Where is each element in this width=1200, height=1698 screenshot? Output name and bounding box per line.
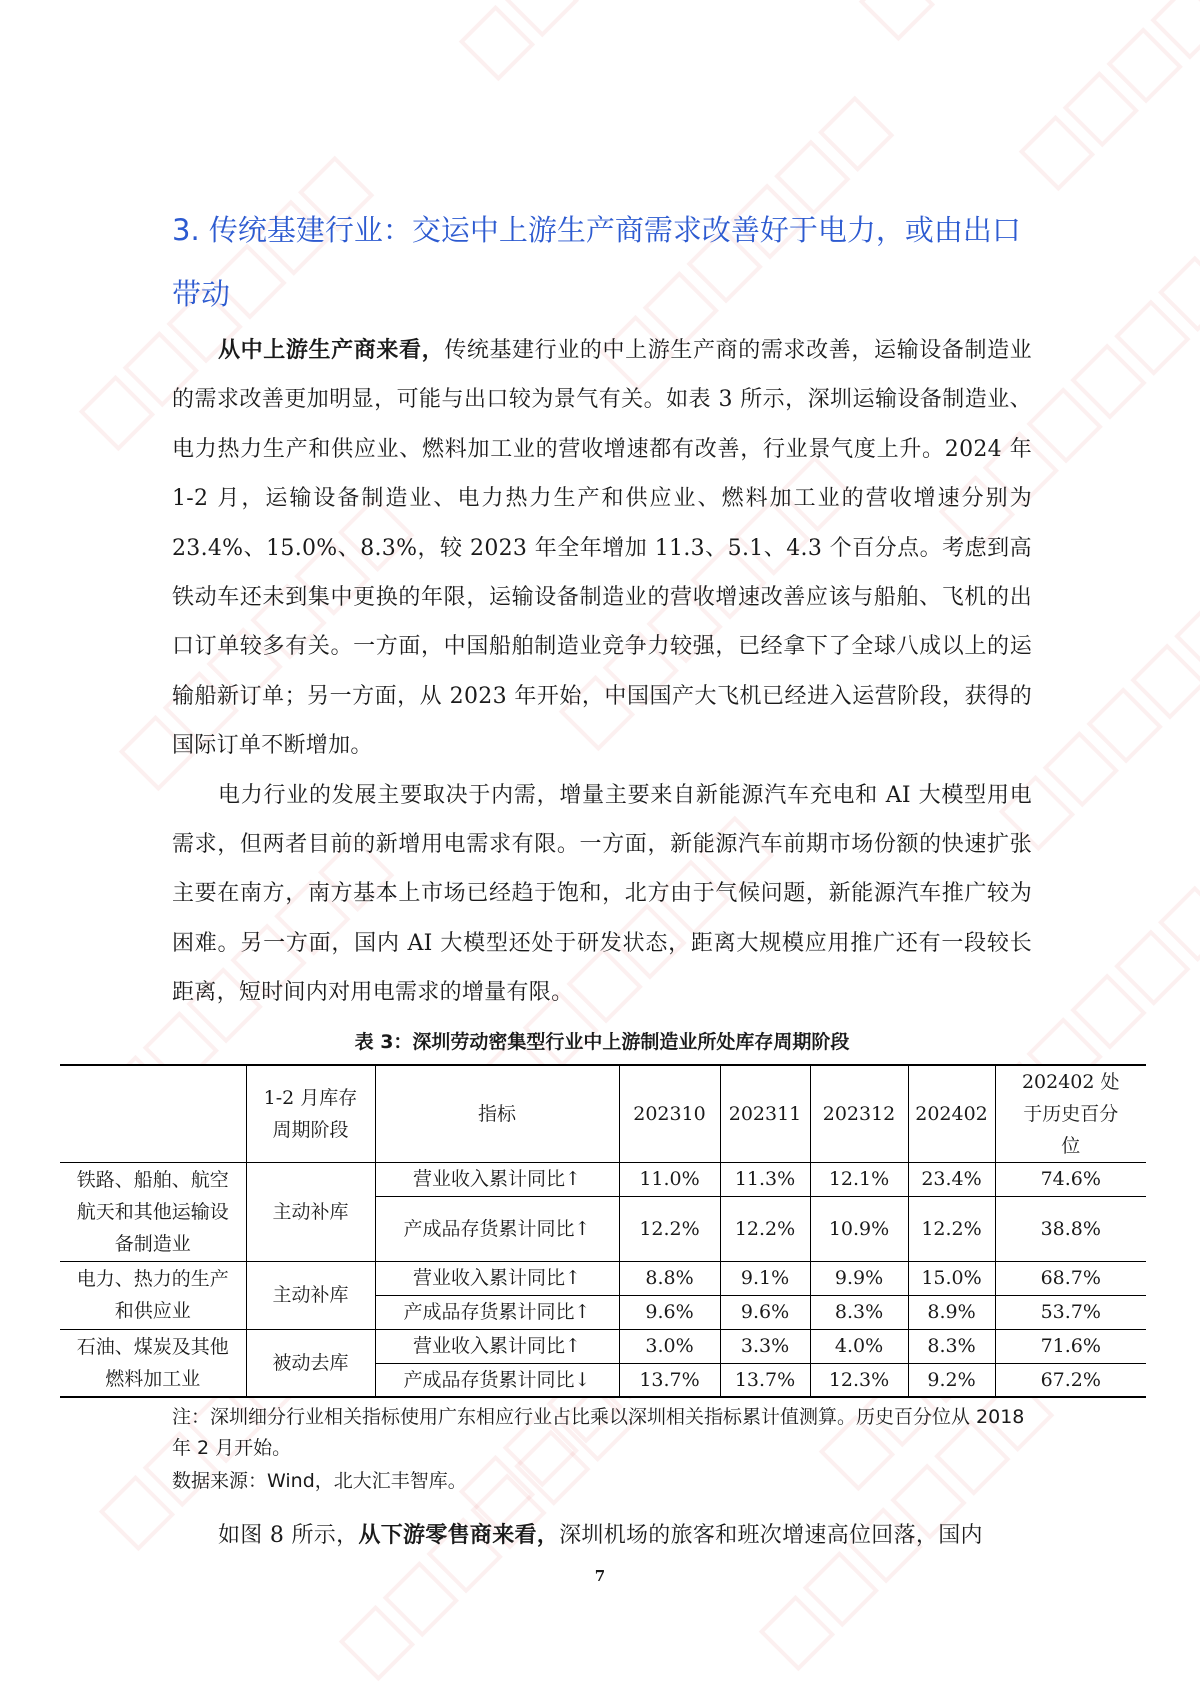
page-number: 7 <box>594 1566 606 1585</box>
header-percentile: 202402 处于历史百分位 <box>995 1065 1146 1163</box>
paragraph-3-lead: 从下游零售商来看， <box>358 1522 560 1549</box>
table-note: 注：深圳细分行业相关指标使用广东相应行业占比乘以深圳相关指标累计值测算。历史百分位从 2018 年 2 月开始。 <box>172 1406 1025 1460</box>
value-cell: 12.2% <box>720 1196 810 1261</box>
paragraph-1-lead: 从中上游生产商来看， <box>218 337 445 363</box>
value-cell: 38.8% <box>995 1196 1146 1261</box>
value-cell: 3.0% <box>619 1329 720 1363</box>
paragraph-1 <box>172 326 1032 771</box>
header-202402: 202402 <box>908 1065 995 1163</box>
value-cell: 9.2% <box>908 1363 995 1397</box>
indicator-cell: 产成品存货累计同比↓ <box>375 1363 619 1397</box>
indicator-cell: 产成品存货累计同比↑ <box>375 1196 619 1261</box>
watermark-mark <box>1022 0 1200 188</box>
stage-cell: 主动补库 <box>246 1162 375 1261</box>
table-row <box>60 1261 1146 1295</box>
table-caption: 表 3：深圳劳动密集型行业中上游制造业所处库存周期阶段 <box>354 1030 850 1053</box>
value-cell: 9.6% <box>720 1295 810 1329</box>
industry-cell: 石油、煤炭及其他燃料加工业 <box>60 1329 246 1397</box>
value-cell: 71.6% <box>995 1329 1146 1363</box>
table-row <box>60 1162 1146 1196</box>
header-202312: 202312 <box>810 1065 908 1163</box>
header-industry <box>60 1065 246 1163</box>
paragraph-3 <box>172 1511 1032 1560</box>
paragraph-2: 电力行业的发展主要取决于内需，增量主要来自新能源汽车充电和 AI 大模型用电需求，但两者目前的新增用电需求有限。一方面，新能源汽车前期市场份额的快速扩张主要在南方，南方基本上市场已经趋于饱和，北方由于气候问题，新能源汽车推广较为困难。另一方面，国内 AI 大模型还处于研发状态，距离大规模应用推广还有一段较长距离，短时间内对用电需求的增量有限。 <box>172 782 1032 1006</box>
watermark-mark <box>462 0 752 78</box>
data-source: 数据来源：Wind，北大汇丰智库。 <box>172 1470 467 1493</box>
watermark-mark <box>862 0 1152 38</box>
value-cell: 12.2% <box>908 1196 995 1261</box>
industry-cell: 电力、热力的生产和供应业 <box>60 1261 246 1329</box>
value-cell: 10.9% <box>810 1196 908 1261</box>
value-cell: 15.0% <box>908 1261 995 1295</box>
value-cell: 8.3% <box>810 1295 908 1329</box>
indicator-cell: 产成品存货累计同比↑ <box>375 1295 619 1329</box>
indicator-cell: 营业收入累计同比↑ <box>375 1329 619 1363</box>
value-cell: 8.3% <box>908 1329 995 1363</box>
industry-cell: 铁路、船舶、航空航天和其他运输设备制造业 <box>60 1162 246 1261</box>
paragraph-3-text: 深圳机场的旅客和班次增速高位回落，国内 <box>559 1523 983 1549</box>
value-cell: 8.9% <box>908 1295 995 1329</box>
stage-cell: 主动补库 <box>246 1261 375 1329</box>
value-cell: 11.0% <box>619 1162 720 1196</box>
value-cell: 9.6% <box>619 1295 720 1329</box>
page-content <box>76 198 1120 1587</box>
value-cell: 12.1% <box>810 1162 908 1196</box>
header-202311: 202311 <box>720 1065 810 1163</box>
value-cell: 3.3% <box>720 1329 810 1363</box>
section-heading: 3. 传统基建行业：交运中上游生产商需求改善好于电力，或由出口带动 <box>172 213 1021 311</box>
value-cell: 68.7% <box>995 1261 1146 1295</box>
value-cell: 11.3% <box>720 1162 810 1196</box>
value-cell: 23.4% <box>908 1162 995 1196</box>
value-cell: 67.2% <box>995 1363 1146 1397</box>
value-cell: 13.7% <box>720 1363 810 1397</box>
value-cell: 13.7% <box>619 1363 720 1397</box>
value-cell: 9.1% <box>720 1261 810 1295</box>
header-indicator: 指标 <box>375 1065 619 1163</box>
table-header-row <box>60 1065 1146 1163</box>
value-cell: 74.6% <box>995 1162 1146 1196</box>
value-cell: 53.7% <box>995 1295 1146 1329</box>
header-202310: 202310 <box>619 1065 720 1163</box>
value-cell: 9.9% <box>810 1261 908 1295</box>
indicator-cell: 营业收入累计同比↑ <box>375 1162 619 1196</box>
value-cell: 12.3% <box>810 1363 908 1397</box>
value-cell: 4.0% <box>810 1329 908 1363</box>
value-cell: 12.2% <box>619 1196 720 1261</box>
stage-cell: 被动去库 <box>246 1329 375 1397</box>
table-row <box>60 1329 1146 1363</box>
header-stage: 1-2 月库存周期阶段 <box>246 1065 375 1163</box>
value-cell: 8.8% <box>619 1261 720 1295</box>
paragraph-3-pre: 如图 8 所示， <box>218 1523 359 1549</box>
inventory-cycle-table <box>60 1064 1146 1399</box>
paragraph-1-text: 传统基建行业的中上游生产商的需求改善，运输设备制造业的需求改善更加明显，可能与出口较为景气有关。如表 3 所示，深圳运输设备制造业、电力热力生产和供应业、燃料加工业的营收增速都有改善，行业景气度上升。2024 年 1-2 月，运输设备制造业、电力热力生产和供应业、燃料加工业的营收增速分别为 23.4%、15.0%、8.3%，较 2023 年全年增加 11.3、5.1、4.3 个百分点。考虑到高铁动车还未到集中更换的年限，运输设备制造业的营收增速改善应该与船舶、飞机的出口订单较多有关。一方面，中国船舶制造业竞争力较强，已经拿下了全球八成以上的运输船新订单；另一方面，从 2023 年开始，中国国产大飞机已经进入运营阶段，获得的国际订单不断增加。 <box>172 338 1032 759</box>
indicator-cell: 营业收入累计同比↑ <box>375 1261 619 1295</box>
